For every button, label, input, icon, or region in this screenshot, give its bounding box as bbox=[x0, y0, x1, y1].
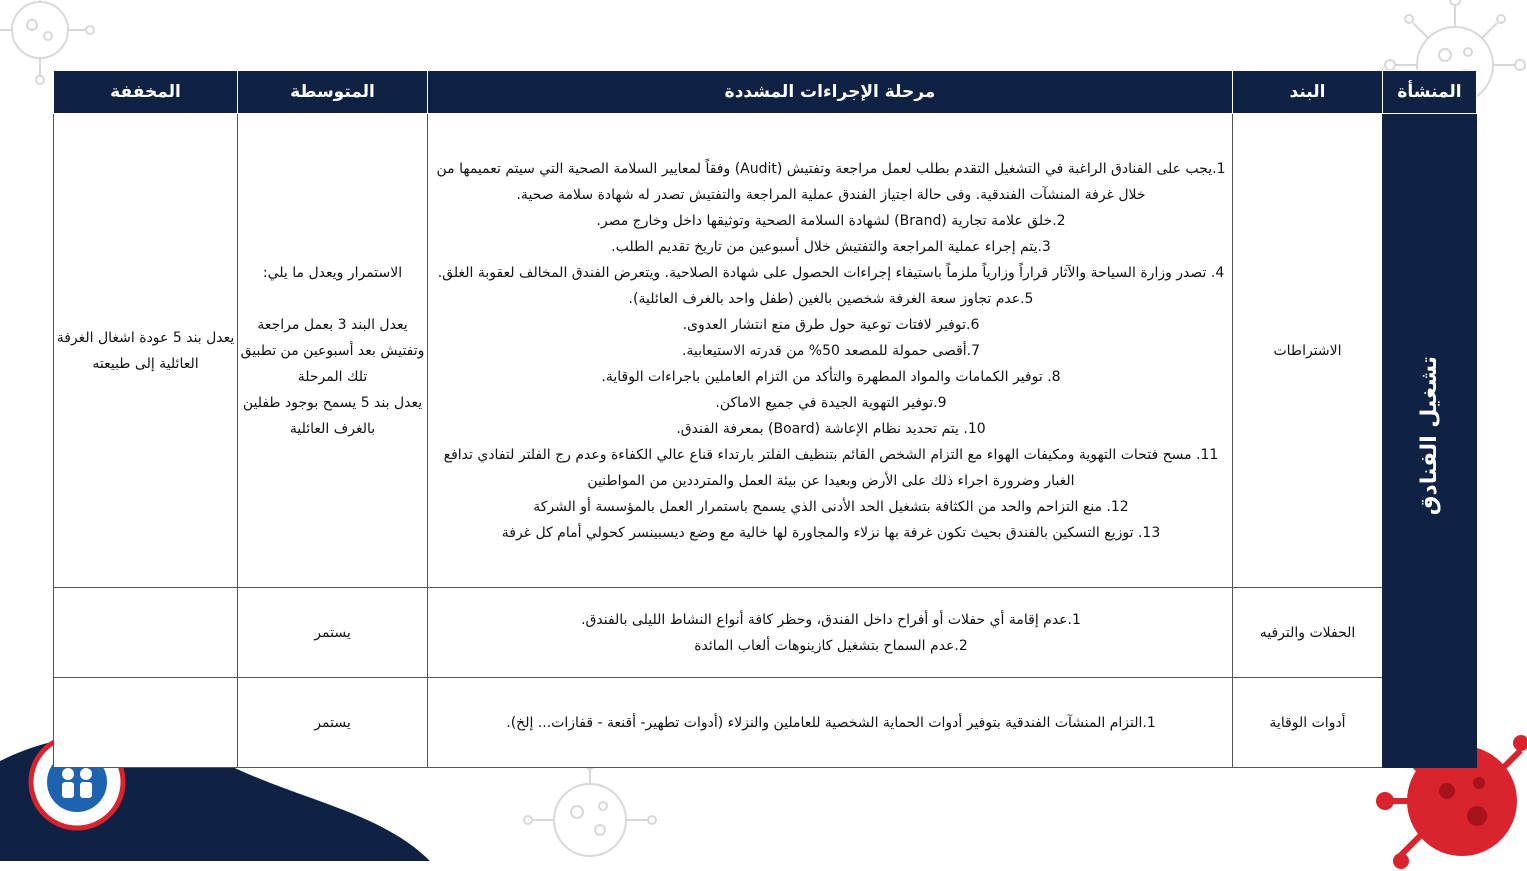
table-row bbox=[54, 678, 1477, 768]
item-cell: أدوات الوقاية bbox=[1233, 678, 1383, 768]
light-cell bbox=[54, 588, 238, 678]
procedure-item: 6.توفير لافتات توعية حول طرق منع انتشار العدوى. bbox=[682, 316, 980, 333]
procedures-cell bbox=[428, 114, 1233, 588]
virus-decoration-bottom bbox=[515, 760, 665, 870]
table-row bbox=[54, 114, 1477, 588]
procedure-item: 3.يتم إجراء عملية المراجعة والتفتيش خلال أسبوعين من تاريخ تقديم الطلب. bbox=[611, 238, 1051, 255]
procedure-item: 2.عدم السماح بتشغيل كازينوهات ألعاب المائدة bbox=[694, 637, 968, 654]
procedure-item: 11. مسح فتحات التهوية ومكيفات الهواء مع التزام الشخص القائم بتنظيف الفلتر بارتداء قناع عالي الكفاءة وعدم رج الفلتر لتفادي تدافع الغبار وضرورة اجراء ذلك على الأرض وبعيدا عن بيئة العمل والمترددين من المواطنين bbox=[443, 446, 1219, 489]
procedure-item: 12. منع التزاحم والحد من الكثافة بتشغيل الحد الأدنى الذي يسمح باستمرار العمل بالمؤسسة أو الشركة bbox=[533, 498, 1129, 515]
item-cell: الحفلات والترفيه bbox=[1233, 588, 1383, 678]
header-item: البند bbox=[1233, 71, 1383, 114]
table-row bbox=[54, 588, 1477, 678]
item-cell: الاشتراطات bbox=[1233, 114, 1383, 588]
procedure-item: 5.عدم تجاوز سعة الغرفة شخصين بالغين (طفل واحد بالغرف العائلية). bbox=[628, 290, 1034, 307]
light-cell: يعدل بند 5 عودة اشغال الغرفة العائلية إلى طبيعته bbox=[54, 114, 238, 588]
procedures-table bbox=[53, 70, 1477, 768]
header-facility: المنشأة bbox=[1383, 71, 1477, 114]
procedure-item: 2.خلق علامة تجارية (Brand) لشهادة السلامة الصحية وتوثيقها داخل وخارج مصر. bbox=[596, 212, 1066, 229]
facility-label: تشغيل الفنادق bbox=[1416, 356, 1442, 516]
procedure-item: 1.عدم إقامة أي حفلات أو أفراح داخل الفندق، وحظر كافة أنواع النشاط الليلى بالفندق. bbox=[581, 611, 1081, 628]
procedure-item: 7.أقصى حمولة للمصعد 50% من قدرته الاستيعابية. bbox=[681, 342, 981, 359]
procedure-item: 10. يتم تحديد نظام الإعاشة (Board) بمعرفة الفندق. bbox=[676, 420, 986, 437]
header-strict-phase: مرحلة الإجراءات المشددة bbox=[428, 71, 1233, 114]
light-cell bbox=[54, 678, 238, 768]
header-medium-phase: المتوسطة bbox=[238, 71, 428, 114]
header-row bbox=[54, 71, 1477, 114]
medium-cell: يستمر bbox=[238, 678, 428, 768]
facility-cell bbox=[1383, 114, 1477, 768]
procedure-item: 1.التزام المنشآت الفندقية بتوفير أدوات الحماية الشخصية للعاملين والنزلاء (أدوات تطهير- أقنعة - قفازات... إلخ). bbox=[506, 714, 1156, 731]
procedures-cell bbox=[428, 678, 1233, 768]
medium-cell: الاستمرار ويعدل ما يلي: يعدل البند 3 بعمل مراجعة وتفتيش بعد أسبوعين من تطبيق تلك المرحلة يعدل بند 5 يسمح بوجود طفلين بالغرف العائلية bbox=[238, 114, 428, 588]
procedures-cell bbox=[428, 588, 1233, 678]
header-light-phase: المخففة bbox=[54, 71, 238, 114]
procedure-item: 1.يجب على الفنادق الراغبة في التشغيل التقدم بطلب لعمل مراجعة وتفتيش (Audit) وفقاً لمعايير السلامة الصحية التي سيتم تعميمها من خلال غرفة المنشآت الفندقية. وفى حالة اجتياز الفندق عملية المراجعة والتفتيش تصدر له شهادة سلامة صحية. bbox=[436, 160, 1226, 203]
procedure-item: 4. تصدر وزارة السياحة والآثار قراراً وزارياً ملزماً باستيفاء إجراءات الحصول على شهادة الصلاحية. ويتعرض الفندق المخالف لعقوبة الغلق. bbox=[437, 264, 1225, 281]
medium-cell: يستمر bbox=[238, 588, 428, 678]
procedure-item: 8. توفير الكمامات والمواد المطهرة والتأكد من التزام العاملين باجراءات الوقاية. bbox=[601, 368, 1061, 385]
procedure-item: 9.توفير التهوية الجيدة في جميع الاماكن. bbox=[715, 394, 947, 411]
procedure-item: 13. توزيع التسكين بالفندق بحيث تكون غرفة بها نزلاء والمجاورة لها خالية مع وضع ديسبينسر كحولي أمام كل غرفة bbox=[501, 524, 1161, 541]
